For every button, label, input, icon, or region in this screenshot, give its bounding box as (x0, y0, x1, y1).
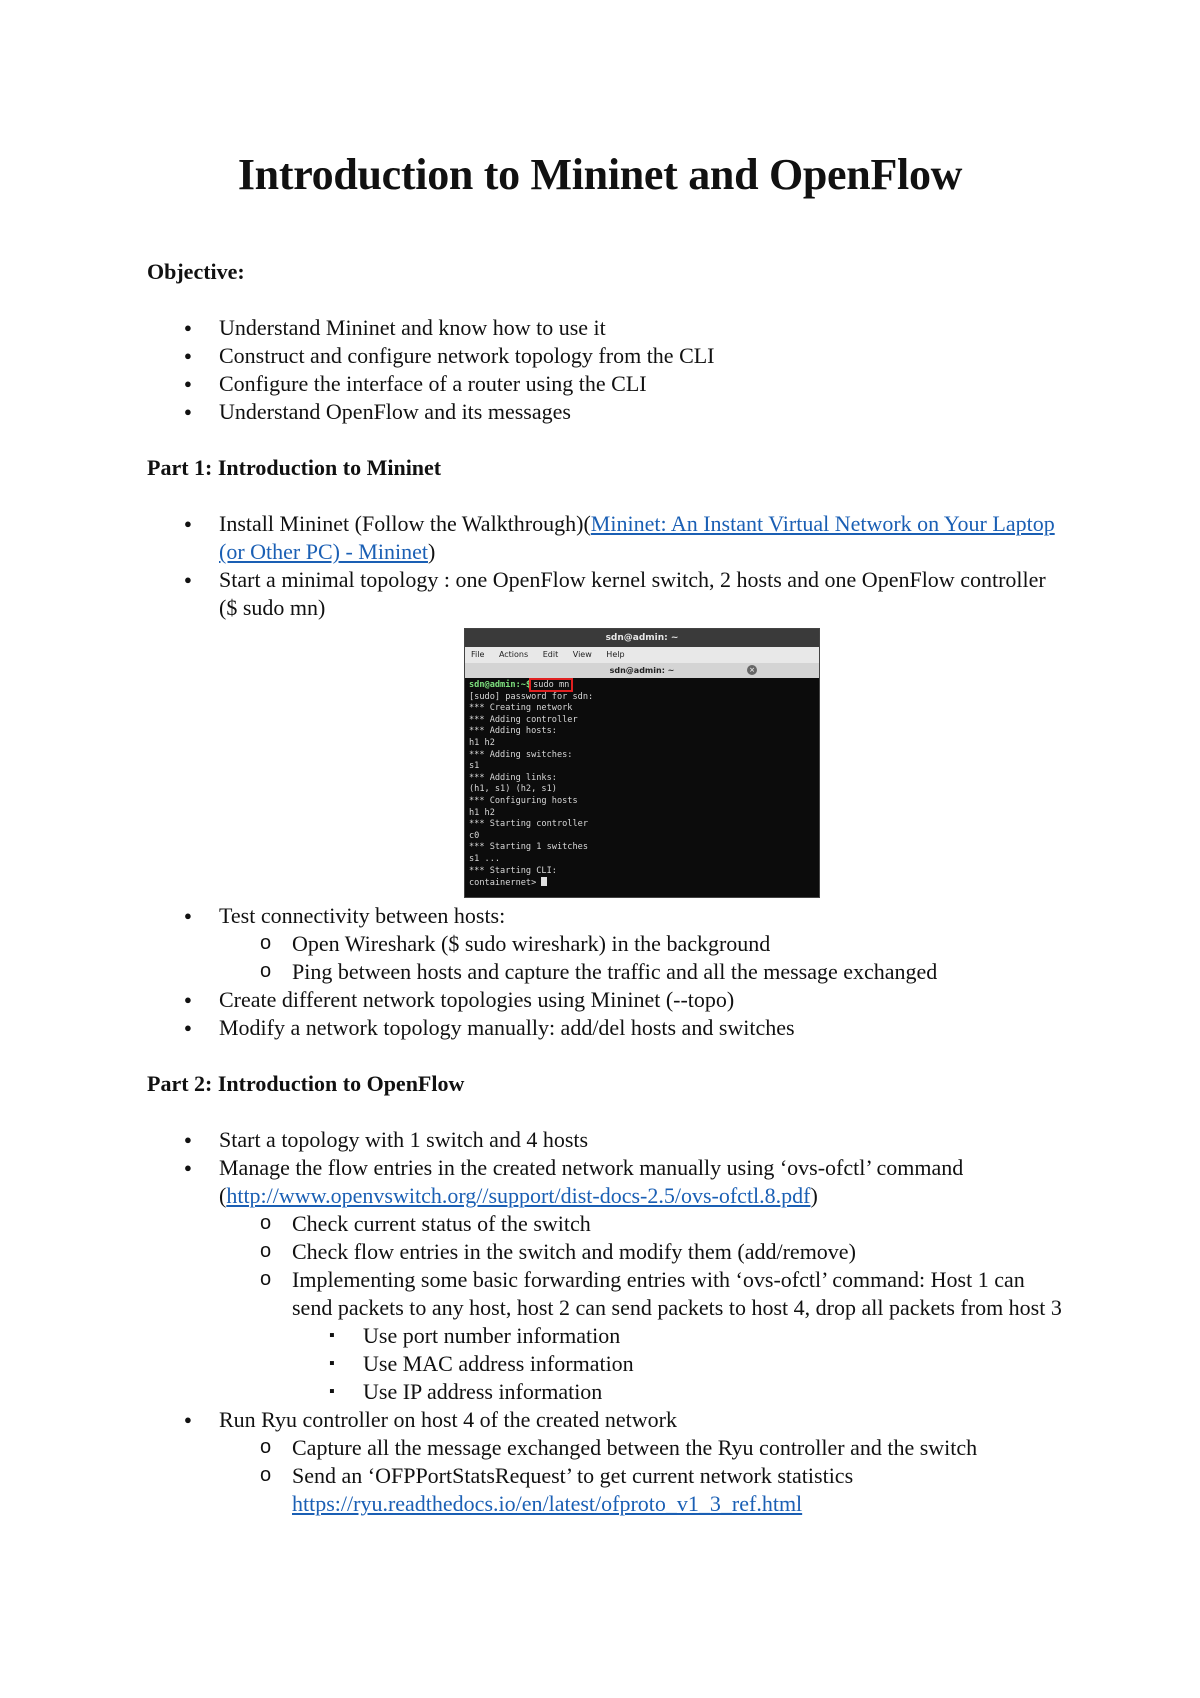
part1-list (147, 510, 1067, 622)
terminal-line: *** Adding controller (469, 714, 578, 725)
list-item: o Check current status of the switch (219, 1210, 1067, 1238)
part2-list (147, 1126, 1067, 1518)
document-body (147, 258, 1067, 1518)
terminal-menu-item: Help (606, 650, 625, 659)
part2-heading: Part 2: Introduction to OpenFlow (147, 1071, 465, 1096)
install-suffix: ) (427, 539, 436, 564)
objective-list (147, 314, 1067, 426)
terminal-output (465, 678, 819, 892)
manage-link-suffix: ) (810, 1183, 818, 1208)
terminal-menu-item: View (572, 650, 592, 659)
terminal-line: h1 h2 (469, 807, 495, 818)
list-item: ● Understand OpenFlow and its messages (147, 398, 1067, 426)
page-title: Introduction to Mininet and OpenFlow (237, 150, 963, 199)
test-sublist (219, 930, 1067, 986)
terminal-cursor (541, 877, 547, 886)
list-item: ● Modify a network topology manually: add/del hosts and switches (147, 1014, 1067, 1042)
terminal-menu-item: Edit (542, 650, 559, 659)
forwarding-text: Implementing some basic forwarding entries with ‘ovs-ofctl’ command: Host 1 can send packets to any host, host 2 can send packets to host 4, drop all packets from host 3 (292, 1267, 1062, 1320)
close-icon: × (747, 665, 757, 675)
terminal-command: sudo mn (533, 680, 570, 690)
terminal-line: s1 (469, 761, 480, 772)
list-item: ● Start a topology with 1 switch and 4 hosts (147, 1126, 1067, 1154)
list-item: o Open Wireshark ($ sudo wireshark) in the background (219, 930, 1067, 958)
ryu-stats-text: Send an ‘OFPPortStatsRequest’ to get current network statistics (292, 1463, 854, 1488)
manage-sublist (219, 1210, 1067, 1406)
list-item (147, 510, 1067, 566)
list-item (147, 902, 1067, 986)
terminal-line: *** Starting CLI: (469, 865, 557, 876)
mininet-walkthrough-link[interactable]: Mininet: An Instant Virtual Network on Your Laptop (or Other PC) - Mininet (219, 511, 1055, 564)
terminal-menu-item: File (471, 650, 485, 659)
ovs-ofctl-doc-link[interactable]: http://www.openvswitch.org//support/dist-docs-2.5/ovs-ofctl.8.pdf (226, 1183, 811, 1208)
forwarding-sublist (292, 1322, 1067, 1406)
list-item: o Check flow entries in the switch and modify them (add/remove) (219, 1238, 1067, 1266)
list-item: o Capture all the message exchanged between the Ryu controller and the switch (219, 1434, 1067, 1462)
terminal-tab (465, 663, 819, 678)
list-item: ● Start a minimal topology : one OpenFlow kernel switch, 2 hosts and one OpenFlow controller ($ sudo mn) (147, 566, 1067, 622)
list-item (219, 1462, 1067, 1518)
part1-heading: Part 1: Introduction to Mininet (147, 455, 442, 480)
terminal-tab-title: sdn@admin: ~ (609, 666, 675, 675)
list-item (219, 1266, 1067, 1406)
terminal-prompt: sdn@admin:~$ (469, 680, 532, 690)
terminal-line: [sudo] password for sdn: (469, 691, 594, 702)
test-connectivity-text: Test connectivity between hosts: (219, 903, 506, 928)
objective-heading: Objective: (147, 259, 245, 284)
list-item: ▪ Use IP address information (292, 1378, 1067, 1406)
terminal-menu-item: Actions (498, 650, 529, 659)
terminal-final-prompt: containernet> (469, 878, 537, 889)
install-text: Install Mininet (Follow the Walkthrough)( (219, 511, 591, 536)
terminal-line: *** Adding links: (469, 772, 557, 783)
list-item (147, 1406, 1067, 1518)
terminal-line: s1 ... (469, 853, 501, 864)
list-item: ● Configure the interface of a router using the CLI (147, 370, 1067, 398)
terminal-window-title: sdn@admin: ~ (465, 629, 819, 647)
list-item: ● Construct and configure network topology from the CLI (147, 342, 1067, 370)
terminal-line: *** Creating network (469, 703, 573, 714)
run-ryu-text: Run Ryu controller on host 4 of the created network (219, 1407, 677, 1432)
list-item: ● Understand Mininet and know how to use it (147, 314, 1067, 342)
terminal-line: c0 (469, 830, 480, 841)
terminal-screenshot (464, 628, 820, 898)
terminal-line: *** Adding hosts: (469, 726, 557, 737)
terminal-line: *** Configuring hosts (469, 795, 578, 806)
terminal-line: (h1, s1) (h2, s1) (469, 784, 557, 795)
list-item (147, 1154, 1067, 1406)
terminal-line: *** Starting controller (469, 819, 588, 830)
terminal-menu-bar (465, 647, 819, 663)
part1-list-continued (147, 902, 1067, 1042)
terminal-line: h1 h2 (469, 737, 495, 748)
manage-link-prefix: ( (219, 1183, 227, 1208)
list-item: ● Create different network topologies using Mininet (--topo) (147, 986, 1067, 1014)
ryu-docs-link[interactable]: https://ryu.readthedocs.io/en/latest/ofproto_v1_3_ref.html (292, 1491, 803, 1516)
manage-flow-text: Manage the flow entries in the created network manually using ‘ovs-ofctl’ command (219, 1155, 964, 1180)
ryu-sublist (219, 1434, 1067, 1518)
list-item: o Ping between hosts and capture the traffic and all the message exchanged (219, 958, 1067, 986)
terminal-line: *** Starting 1 switches (469, 842, 588, 853)
list-item: ▪ Use MAC address information (292, 1350, 1067, 1378)
terminal-line: *** Adding switches: (469, 749, 573, 760)
list-item: ▪ Use port number information (292, 1322, 1067, 1350)
